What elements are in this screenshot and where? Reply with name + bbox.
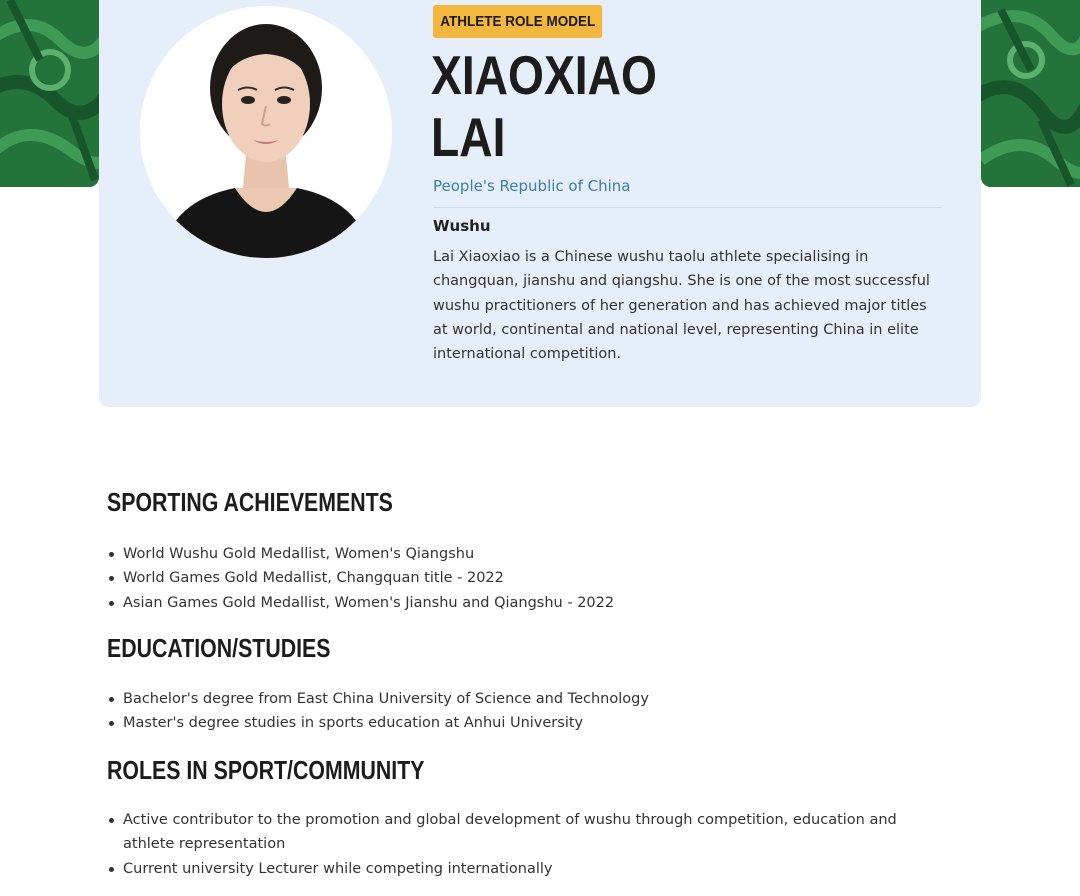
list-item: Master's degree studies in sports education at Anhui University — [107, 711, 967, 735]
section-title: SPORTING ACHIEVEMENTS — [107, 487, 393, 517]
list-item: World Games Gold Medallist, Changquan title - 2022 — [107, 566, 967, 590]
roles-list — [107, 808, 937, 881]
section-roles-in-sport — [107, 755, 967, 881]
athlete-name-first: XIAOXIAO — [431, 44, 657, 106]
list-item: Active contributor to the promotion and global development of wushu through competition, education and athlete representation — [107, 808, 937, 857]
athlete-portrait — [140, 6, 392, 258]
decorative-banner-left — [0, 0, 99, 187]
section-education-studies — [107, 633, 967, 736]
card-divider — [433, 207, 941, 208]
sport-label: Wushu — [433, 217, 491, 235]
section-title: EDUCATION/STUDIES — [107, 633, 331, 663]
section-sporting-achievements — [107, 487, 967, 615]
athlete-bio: Lai Xiaoxiao is a Chinese wushu taolu athlete specialising in changquan, jianshu and qiangshu. She is one of the most successful wushu practitioners of her generation and has achieved major titles at world, continental and national level, representing China in elite international competition. — [433, 249, 930, 363]
section-title: ROLES IN SPORT/COMMUNITY — [107, 755, 425, 785]
country-link[interactable]: People's Republic of China — [433, 177, 631, 195]
list-item: Bachelor's degree from East China University of Science and Technology — [107, 687, 967, 711]
achievements-list — [107, 542, 967, 615]
list-item: World Wushu Gold Medallist, Women's Qiangshu — [107, 542, 967, 566]
athlete-name-last: LAI — [431, 106, 506, 168]
athlete-name — [431, 44, 767, 168]
education-list — [107, 687, 967, 736]
decorative-banner-right — [981, 0, 1080, 187]
list-item: Current university Lecturer while competing internationally — [107, 857, 937, 881]
role-model-badge: ATHLETE ROLE MODEL — [433, 5, 602, 38]
list-item: Asian Games Gold Medallist, Women's Jianshu and Qiangshu - 2022 — [107, 591, 967, 615]
